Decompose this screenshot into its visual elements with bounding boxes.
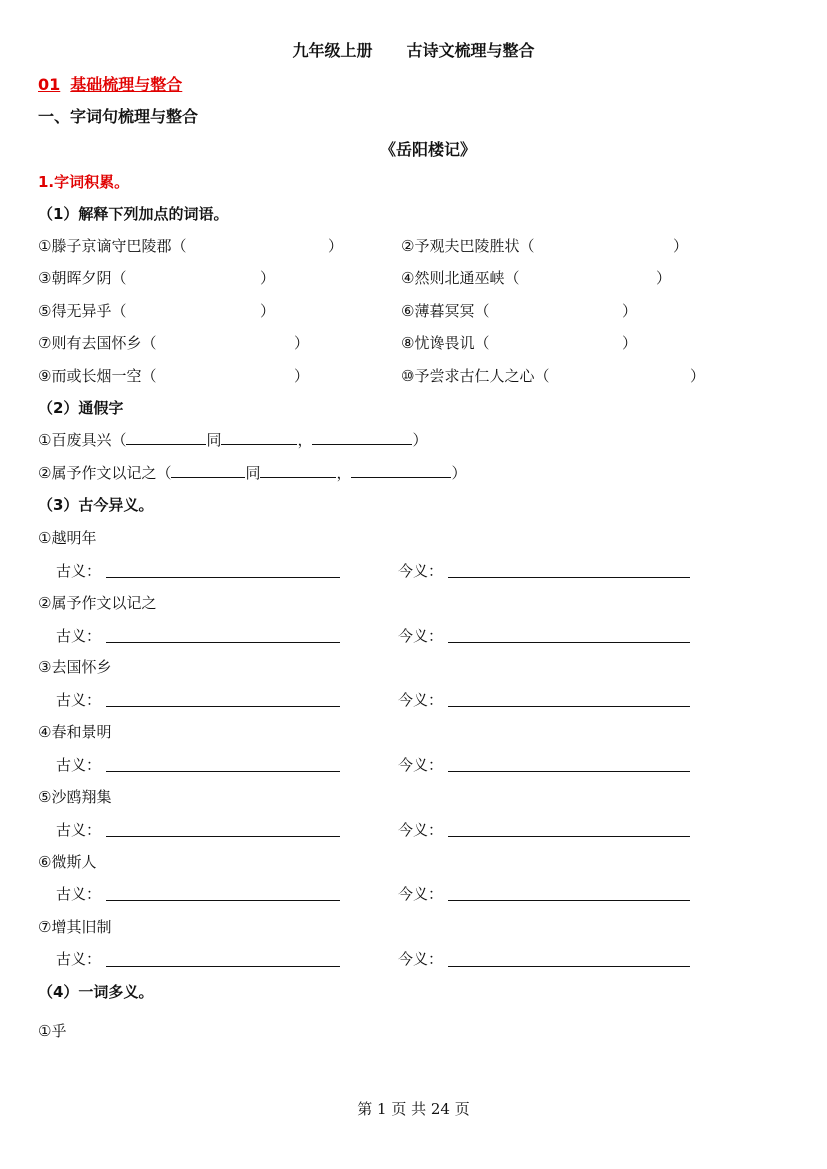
gu-answer-line[interactable] xyxy=(106,642,340,643)
answer-blank[interactable] xyxy=(126,430,206,445)
jin-answer-line[interactable] xyxy=(448,900,690,901)
page-footer: 第 1 页 共 24 页 xyxy=(357,1100,470,1118)
q3-item: ①越明年 xyxy=(38,529,97,547)
q1-close: ） xyxy=(622,302,638,320)
q1-title: （1）解释下列加点的词语。 xyxy=(38,205,229,223)
q1-item: ⑤得无异乎（ xyxy=(38,302,127,320)
q4-item: ①乎 xyxy=(38,1022,67,1040)
jin-label: 今义： xyxy=(398,885,444,903)
gu-answer-line[interactable] xyxy=(106,900,340,901)
q3-item: ⑤沙鸥翔集 xyxy=(38,788,112,806)
q1-close: ） xyxy=(260,302,276,320)
q3-item: ②属予作文以记之 xyxy=(38,594,157,612)
section-number: 01 xyxy=(38,75,61,94)
gu-label: 古义： xyxy=(56,691,102,709)
gu-label: 古义： xyxy=(56,756,102,774)
q1-close: ） xyxy=(294,367,310,385)
q1-close: ） xyxy=(260,269,276,287)
gu-answer-line[interactable] xyxy=(106,706,340,707)
q3-item: ⑥微斯人 xyxy=(38,853,97,871)
q3-item: ⑦增其旧制 xyxy=(38,918,112,936)
answer-blank[interactable] xyxy=(351,463,451,478)
q1-item: ④然则北通巫峡（ xyxy=(401,269,520,287)
gu-label: 古义： xyxy=(56,627,102,645)
answer-blank[interactable] xyxy=(171,463,245,478)
q1-close: ） xyxy=(622,334,638,352)
gu-answer-line[interactable] xyxy=(106,771,340,772)
gu-label: 古义： xyxy=(56,950,102,968)
jin-answer-line[interactable] xyxy=(448,577,690,578)
section-01-heading xyxy=(38,72,182,95)
gu-answer-line[interactable] xyxy=(106,577,340,578)
accumulation-heading: 1.字词积累。 xyxy=(38,173,130,191)
q1-close: ） xyxy=(294,334,310,352)
jin-label: 今义： xyxy=(398,756,444,774)
gu-answer-line[interactable] xyxy=(106,966,340,967)
q3-item: ④春和景明 xyxy=(38,723,112,741)
q1-item: ⑥薄暮冥冥（ xyxy=(401,302,490,320)
jin-answer-line[interactable] xyxy=(448,966,690,967)
q3-title: （3）古今异义。 xyxy=(38,496,154,514)
jin-answer-line[interactable] xyxy=(448,771,690,772)
q1-item: ③朝晖夕阴（ xyxy=(38,269,127,287)
answer-blank[interactable] xyxy=(221,430,297,445)
jin-answer-line[interactable] xyxy=(448,706,690,707)
gu-label: 古义： xyxy=(56,821,102,839)
q2-item: ②属予作文以记之（ 同 ， ） xyxy=(38,464,467,482)
jin-label: 今义： xyxy=(398,627,444,645)
title-topic: 古诗文梳理与整合 xyxy=(406,41,535,60)
jin-label: 今义： xyxy=(398,821,444,839)
q1-close: ） xyxy=(690,367,706,385)
q1-item: ⑩予尝求古仁人之心（ xyxy=(401,367,550,385)
q1-close: ） xyxy=(328,237,344,255)
q1-item: ⑧忧谗畏讥（ xyxy=(401,334,490,352)
q1-item: ②予观夫巴陵胜状（ xyxy=(401,237,535,255)
q1-item: ⑦则有去国怀乡（ xyxy=(38,334,157,352)
q2-item: ①百废具兴（ 同 ， ） xyxy=(38,431,428,449)
title-grade: 九年级上册 xyxy=(292,41,373,60)
answer-blank[interactable] xyxy=(260,463,336,478)
q1-item: ⑨而或长烟一空（ xyxy=(38,367,157,385)
q1-close: ） xyxy=(656,269,672,287)
jin-answer-line[interactable] xyxy=(448,836,690,837)
q4-title: （4）一词多义。 xyxy=(38,983,154,1001)
gu-answer-line[interactable] xyxy=(106,836,340,837)
page-title xyxy=(0,38,827,61)
q3-item: ③去国怀乡 xyxy=(38,658,112,676)
jin-label: 今义： xyxy=(398,562,444,580)
gu-label: 古义： xyxy=(56,562,102,580)
q2-title: （2）通假字 xyxy=(38,399,124,417)
q1-close: ） xyxy=(673,237,689,255)
jin-answer-line[interactable] xyxy=(448,642,690,643)
gu-label: 古义： xyxy=(56,885,102,903)
section-label: 基础梳理与整合 xyxy=(70,75,183,94)
jin-label: 今义： xyxy=(398,950,444,968)
q1-item: ①滕子京谪守巴陵郡（ xyxy=(38,237,187,255)
part-heading: 一、字词句梳理与整合 xyxy=(38,107,199,126)
jin-label: 今义： xyxy=(398,691,444,709)
answer-blank[interactable] xyxy=(312,430,412,445)
document-title: 《岳阳楼记》 xyxy=(380,140,477,159)
